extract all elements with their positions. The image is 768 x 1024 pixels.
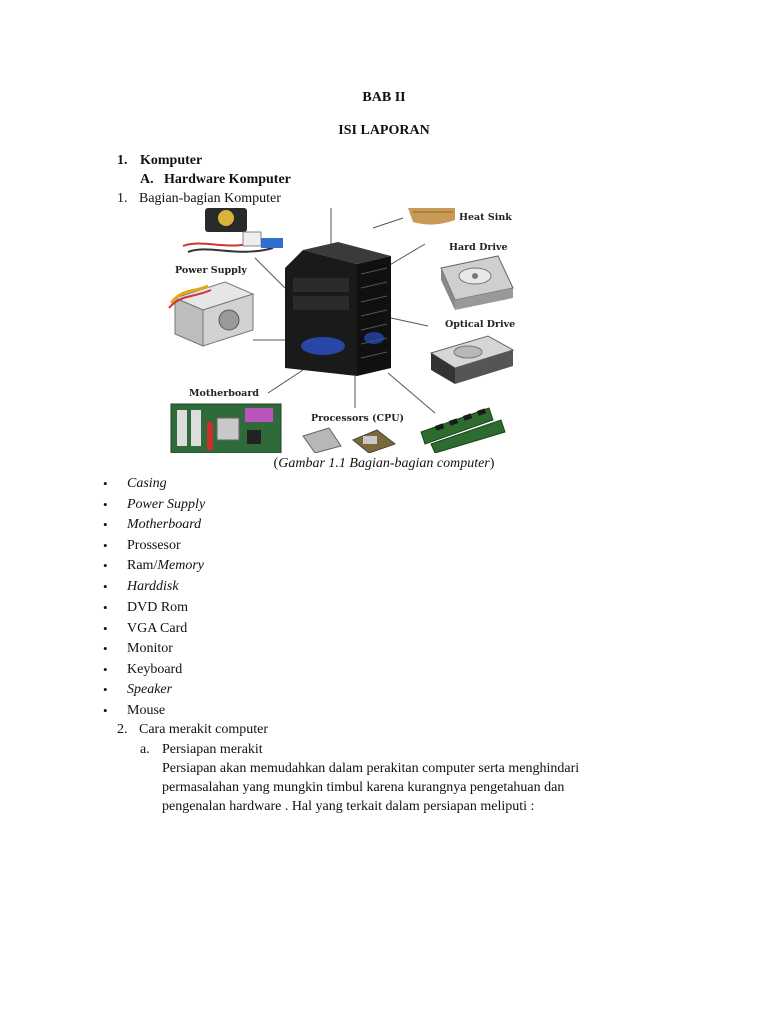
label-hard-drive: Hard Drive	[449, 242, 508, 253]
section-title: Komputer	[140, 153, 203, 168]
label-optical-drive: Optical Drive	[445, 319, 516, 330]
bullet-icon: •	[103, 621, 108, 636]
list-item-dvd-rom: DVD Rom	[127, 600, 189, 615]
bullet-icon: •	[103, 558, 108, 573]
motherboard-image	[171, 404, 281, 453]
label-processors: Processors (CPU)	[311, 413, 404, 424]
list-item-motherboard: Motherboard	[127, 517, 202, 532]
subsection-letter: A.	[140, 172, 154, 187]
paragraph-line-2: permasalahan yang mungkin timbul karena kurangnya pengetahuan dan	[162, 780, 565, 795]
caption-open-paren: (	[273, 456, 279, 471]
item1-number: 1.	[117, 191, 128, 206]
bullet-icon: •	[103, 497, 108, 512]
paragraph-line-1: Persiapan akan memudahkan dalam perakitan computer serta menghindari	[162, 761, 580, 776]
item2-title: Cara merakit computer	[139, 722, 269, 737]
item1-title: Bagian-bagian Komputer	[139, 191, 281, 206]
bullet-icon: •	[103, 600, 108, 615]
bullet-icon: •	[103, 538, 108, 553]
subitem-a-title: Persiapan merakit	[162, 742, 263, 757]
caption-close-paren: )	[489, 456, 495, 471]
bullet-icon: •	[103, 476, 108, 491]
item2-number: 2.	[117, 722, 128, 737]
list-item-keyboard: Keyboard	[127, 662, 183, 677]
bullet-icon: •	[103, 662, 108, 677]
chapter-heading: BAB II	[362, 90, 406, 105]
list-item-prossesor: Prossesor	[127, 538, 181, 553]
list-item-speaker: Speaker	[127, 682, 173, 697]
list-item-ram-text: Ram/	[127, 558, 158, 573]
section-number: 1.	[117, 153, 128, 168]
heat-sink-image	[408, 208, 455, 225]
subsection-title: Hardware Komputer	[164, 172, 291, 187]
list-item-casing: Casing	[127, 476, 167, 491]
computer-parts-figure	[163, 208, 520, 453]
figure-caption	[0, 455, 768, 472]
bullet-icon: •	[103, 703, 108, 718]
list-item-memory-text: Memory	[157, 558, 204, 573]
label-power-supply: Power Supply	[175, 265, 247, 276]
list-item-monitor: Monitor	[127, 641, 173, 656]
list-item-ram-memory	[127, 557, 204, 574]
report-title: ISI LAPORAN	[338, 123, 430, 138]
list-item-mouse: Mouse	[127, 703, 166, 718]
label-motherboard: Motherboard	[189, 388, 259, 399]
bullet-icon: •	[103, 517, 108, 532]
list-item-power-supply: Power Supply	[127, 497, 206, 512]
subitem-a-letter: a.	[140, 742, 150, 757]
bullet-icon: •	[103, 641, 108, 656]
label-heat-sink: Heat Sink	[459, 212, 512, 223]
list-item-vga-card: VGA Card	[127, 621, 188, 636]
computer-parts-illustration	[163, 208, 520, 453]
list-item-harddisk: Harddisk	[127, 579, 179, 594]
caption-text: Gambar 1.1 Bagian-bagian computer	[278, 456, 490, 471]
bullet-icon: •	[103, 579, 108, 594]
computer-case-image	[285, 242, 391, 376]
paragraph-line-3: pengenalan hardware . Hal yang terkait dalam persiapan meliputi :	[162, 799, 535, 814]
bullet-icon: •	[103, 682, 108, 697]
